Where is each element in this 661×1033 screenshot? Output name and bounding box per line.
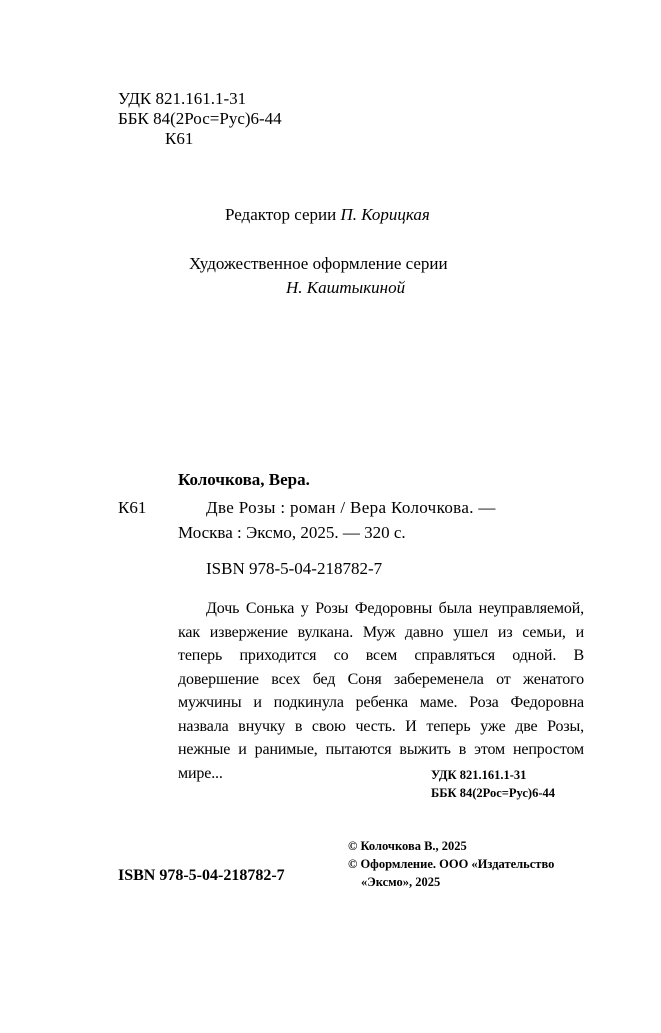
series-editor-name: П. Корицкая [340,205,430,224]
series-editor-label: Редактор серии [225,205,337,224]
copyright-design-line-1: © Оформление. ООО «Издательство [348,857,555,871]
author-mark: К61 [165,129,194,148]
copyright-design-line-2: «Эксмо», 2025 [361,875,441,889]
bbk-code: ББК 84(2Рос=Рус)6-44 [118,109,282,128]
series-editor [225,205,430,225]
bbk-code-small: ББК 84(2Рос=Рус)6-44 [431,786,555,800]
annotation [178,597,584,785]
copyright-author: © Колочкова В., 2025 [348,839,467,853]
record-title-line: Две Розы : роман / Вера Колочкова. — [206,498,496,517]
record-author: Колочкова, Вера. [178,470,310,489]
udk-code: УДК 821.161.1-31 [118,89,247,108]
footer-isbn: ISBN 978-5-04-218782-7 [118,867,285,884]
record-imprint-line: Москва : Эксмо, 2025. — 320 с. [178,523,406,542]
series-design-name: Н. Каштыкиной [286,278,406,297]
record-code: К61 [118,498,147,517]
udk-code-small: УДК 821.161.1-31 [431,768,527,782]
series-design-label: Художественное оформление серии [189,254,448,273]
annotation-text: Дочь Сонька у Розы Федоровны была неуправляемой, как извержение вулкана. Муж давно ушел из семьи, и теперь приходится со всем справляться одной. В довершение всех бед Соня забеременела от женатого мужчины и подкинула ребенка маме. Роза Федоровна назвала внучку в свою честь. И теперь уже две Розы, нежные и ранимые, пытаются выжить в этом непростом мире... [178,600,584,782]
record-isbn: ISBN 978-5-04-218782-7 [206,559,383,578]
